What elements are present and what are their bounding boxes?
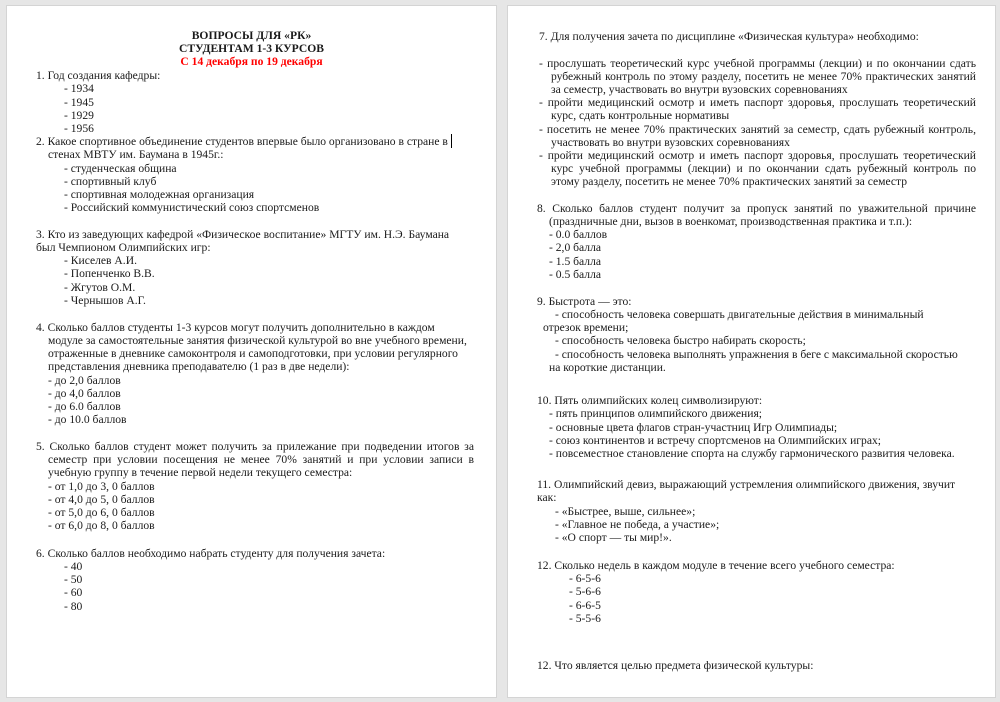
question-5-cont: семестр при условии посещения не менее 70% занятий и при условии записи в [48,453,474,466]
answer-option: - «Быстрее, выше, сильнее»; [555,505,696,518]
answer-option: - союз континентов и встречу спортсменов на Олимпийских играх; [549,434,882,447]
question-2-cont: стенах МВТУ им. Баумана в 1945г.: [48,148,224,161]
answer-option: - 1945 [64,96,94,109]
document-subtitle: СТУДЕНТАМ 1-3 КУРСОВ [179,42,324,55]
question-9: 9. Быстрота — это: [537,295,632,308]
answer-option: - посетить не менее 70% практических занятий за семестр, сдать рубежный контроль, [539,123,976,136]
question-8: 8. Сколько баллов студент получит за пропуск занятий по уважительной причине [537,202,976,215]
answer-option: - спортивная молодежная организация [64,188,255,201]
answer-option: - Чернышов А.Г. [64,294,146,307]
answer-option: - до 4,0 баллов [48,387,121,400]
question-4-cont: представления дневника преподавателю (1 раз в две недели): [48,360,350,373]
answer-option: - 1929 [64,109,94,122]
document-title: ВОПРОСЫ ДЛЯ «РК» [191,29,312,42]
answer-option: - пять принципов олимпийского движения; [549,407,763,420]
question-4: 4. Сколько баллов студенты 1-3 курсов могут получить дополнительно в каждом [36,321,435,334]
text-cursor [451,134,452,148]
answer-option: - 6-5-6 [569,572,601,585]
answer-option: - от 1,0 до 3, 0 баллов [48,480,155,493]
answer-option: - «О спорт — ты мир!». [555,531,672,544]
answer-option: - 0.5 балла [549,268,602,281]
answer-option: - 80 [64,600,83,613]
answer-option: - от 5,0 до 6, 0 баллов [48,506,155,519]
question-6: 6. Сколько баллов необходимо набрать студенту для получения зачета: [36,547,386,560]
question-12: 12. Сколько недель в каждом модуле в течение всего учебного семестра: [537,559,895,572]
answer-option: - способность человека выполнять упражнения в беге с максимальной скоростью [555,348,958,361]
question-2: 2. Какое спортивное объединение студентов впервые было организовано в стране в [36,135,448,148]
answer-option: - Киселев А.И. [64,254,137,267]
answer-option: - студенческая община [64,162,177,175]
answer-option: - 2,0 балла [549,241,602,254]
answer-option: - пройти медицинский осмотр и иметь паспорт здоровья, прослушать теоретический [539,96,976,109]
answer-option: - 0.0 баллов [549,228,608,241]
answer-option: - 5-5-6 [569,612,601,625]
answer-option: - 5-6-6 [569,585,601,598]
answer-option-cont: рубежный контроль по этому разделу, посетить не менее 70% практических занятий [551,70,976,83]
question-1: 1. Год создания кафедры: [36,69,161,82]
answer-option-cont: курс учебной программы (лекции) и по окончании сдать рубежный контроль по [551,162,976,175]
question-5: 5. Сколько баллов студент может получить за прилежание при подведении итогов за [36,440,474,453]
question-7: 7. Для получения зачета по дисциплине «Физическая культура» необходимо: [539,30,919,43]
answer-option-cont: участвовать во внутри вузовских соревнованиях [551,136,790,149]
answer-option: - способность человека совершать двигательные действия в минимальный [555,308,924,321]
question-11-cont: как: [537,491,557,504]
answer-option: - «Главное не победа, а участие»; [555,518,720,531]
question-11: 11. Олимпийский девиз, выражающий устремления олимпийского движения, звучит [537,478,956,491]
answer-option: - 1934 [64,82,94,95]
answer-option: - пройти медицинский осмотр и иметь паспорт здоровья, прослушать теоретический [539,149,976,162]
answer-option: - Попенченко В.В. [64,267,155,280]
document-page-1 [6,5,497,698]
question-10: 10. Пять олимпийских колец символизируют: [537,394,763,407]
answer-option: - 50 [64,573,83,586]
answer-option: - способность человека быстро набирать скорость; [555,334,806,347]
question-4-cont: модуле за самостоятельные занятия физической культурой во вне учебного времени, [48,334,467,347]
answer-option-cont: на короткие дистанции. [549,361,666,374]
answer-option: - 1.5 балла [549,255,602,268]
answer-option-cont: отрезок времени; [543,321,629,334]
answer-option-cont: этому разделу, посетить не менее 70% практических занятий за семестр [551,175,908,188]
question-3-cont: был Чемпионом Олимпийских игр: [36,241,211,254]
question-3: 3. Кто из заведующих кафедрой «Физическое воспитание» МГТУ им. Н.Э. Баумана [36,228,450,241]
answer-option: - до 2,0 баллов [48,374,121,387]
answer-option: - 60 [64,586,83,599]
document-page-2 [507,5,996,698]
question-13: 12. Что является целью предмета физической культуры: [537,659,814,672]
answer-option: - спортивный клуб [64,175,157,188]
answer-option: - от 4,0 до 5, 0 баллов [48,493,155,506]
answer-option: - 1956 [64,122,94,135]
question-4-cont: отраженные в дневнике самоконтроля и самоподготовки, при условии регулярного [48,347,458,360]
answer-option-cont: за семестр, участвовать во внутри вузовских соревнованиях [551,83,848,96]
answer-option: - до 10.0 баллов [48,413,127,426]
answer-option: - Российский коммунистический союз спортсменов [64,201,320,214]
answer-option: - Жгутов О.М. [64,281,136,294]
question-8-cont: (праздничные дни, вызов в военкомат, производственная практика и т.п.): [549,215,913,228]
answer-option: - 6-6-5 [569,599,601,612]
answer-option: - 40 [64,560,83,573]
answer-option: - основные цвета флагов стран-участниц Игр Олимпиады; [549,421,838,434]
answer-option: - повсеместное становление спорта на службу гармонического развития человека. [549,447,955,460]
answer-option: - до 6.0 баллов [48,400,121,413]
question-5-cont: учебную группу в течение первой недели текущего семестра: [48,466,353,479]
date-range: С 14 декабря по 19 декабря [180,55,323,68]
answer-option: - прослушать теоретический курс учебной программы (лекции) и по окончании сдать [539,57,976,70]
answer-option-cont: курс, сдать контрольные нормативы [551,109,730,122]
answer-option: - от 6,0 до 8, 0 баллов [48,519,155,532]
